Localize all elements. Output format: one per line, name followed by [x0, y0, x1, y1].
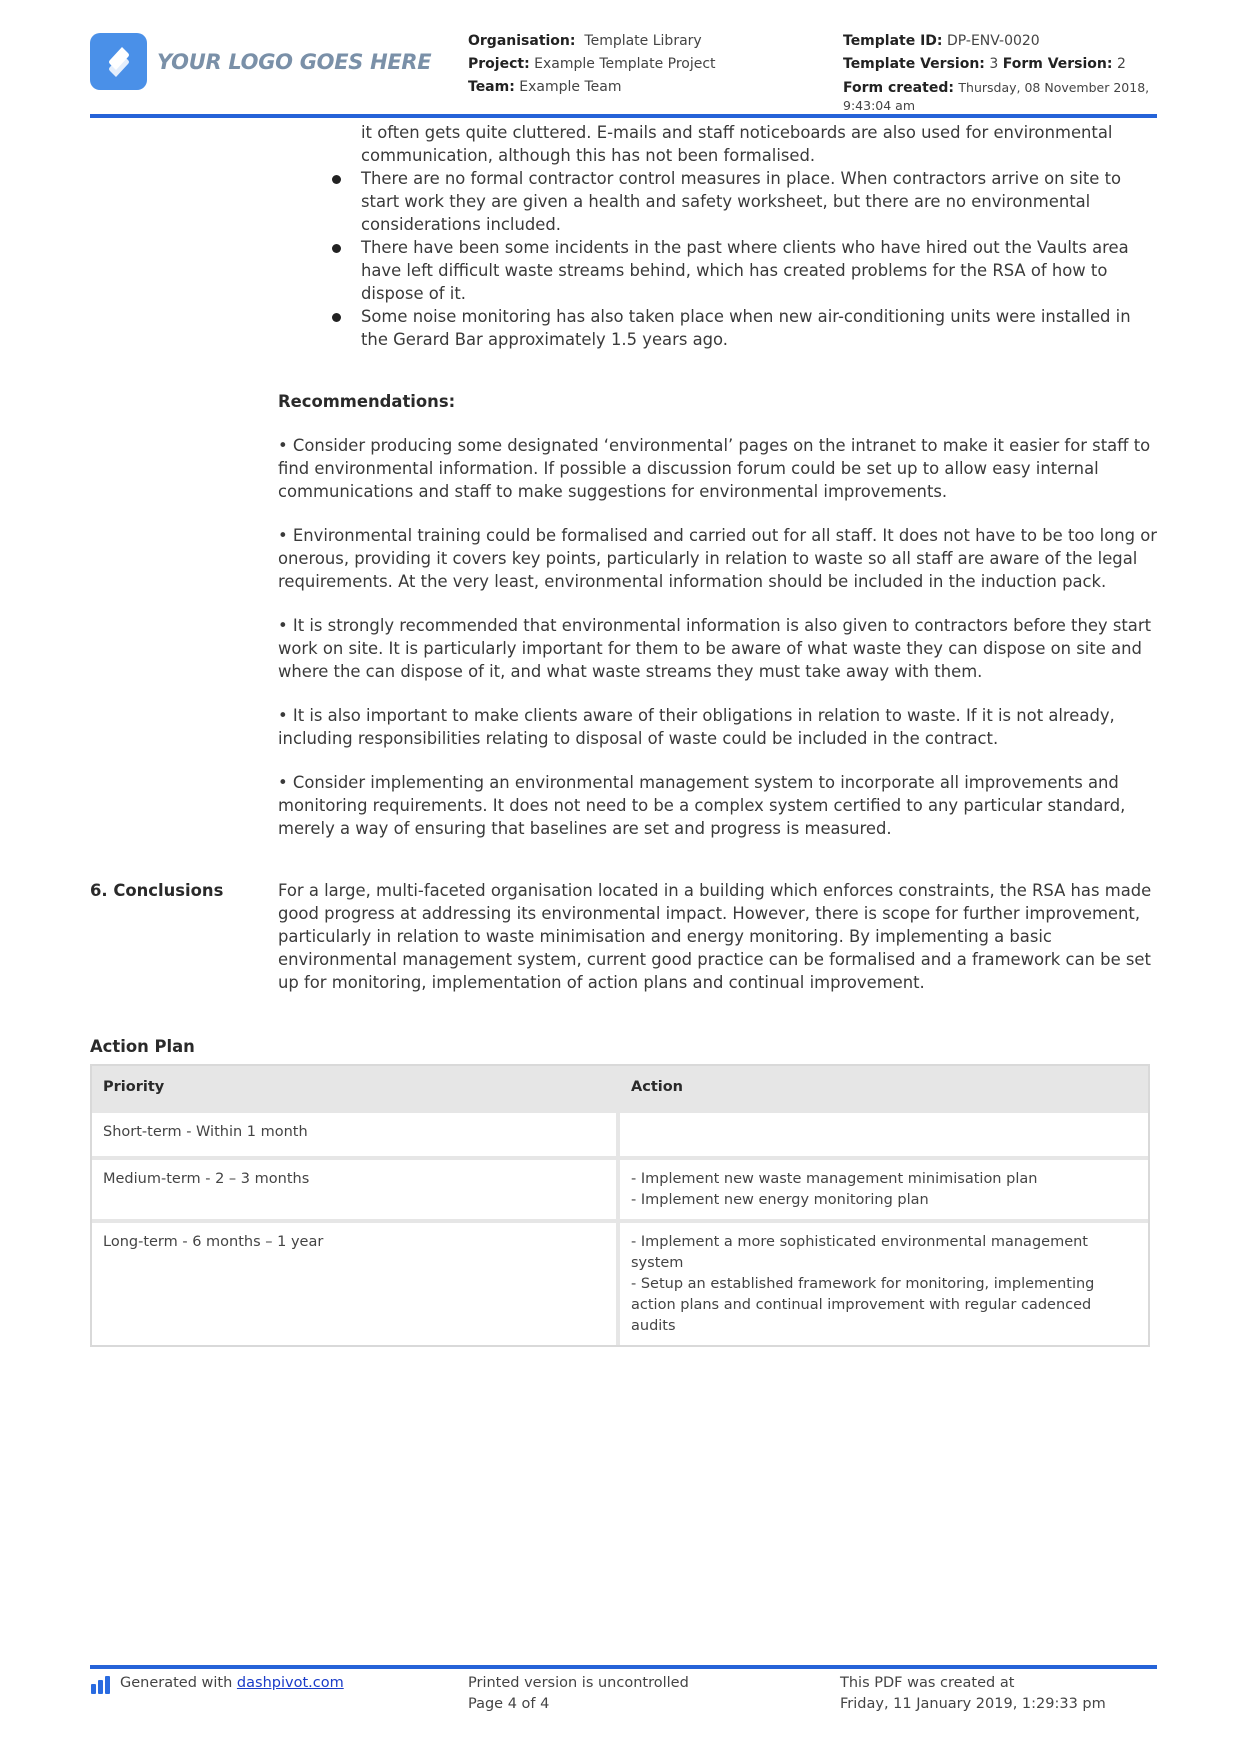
project-label: Project:	[468, 56, 530, 72]
bullet-text: There are no formal contractor control measures in place. When contractors arrive on site to start work they are given a health and safety worksheet, but there are no environmental considerations included.	[361, 169, 1122, 234]
list-item	[361, 305, 1161, 351]
template-version-value: 3	[989, 56, 999, 72]
findings-list	[361, 121, 1161, 351]
footer-pdf-info	[840, 1673, 1106, 1715]
bullet-icon	[332, 313, 341, 322]
conclusions-text: For a large, multi-faceted organisation located in a building which enforces constraints, the RSA has made good progress at addressing its environmental impact. However, there is scope for further improvement, particularly in relation to waste minimisation and energy monitoring. By implementing a basic environmental management system, current good practice can be formalised and a framework can be set up for monitoring, implementation of action plans and continual improvement.	[278, 881, 1152, 992]
version-row	[843, 53, 1163, 76]
list-item	[361, 236, 1161, 305]
recommendation-item: • Environmental training could be formalised and carried out for all staff. It does not have to be too long or onerous, providing it covers key points, particularly in relation to waste so all staff are aware of the legal requirements. At the very least, environmental information should be included in the induction pack.	[278, 526, 1158, 591]
dashpivot-link[interactable]: dashpivot.com	[236, 1675, 344, 1691]
organisation-value: Template Library	[584, 33, 702, 49]
footer-print-info	[468, 1673, 689, 1715]
table-row	[92, 1219, 1148, 1345]
project-value: Example Template Project	[534, 56, 716, 72]
findings-bullets	[361, 167, 1161, 351]
page-header	[90, 30, 1156, 118]
header-project-info	[468, 30, 716, 99]
form-created-row	[843, 79, 1163, 115]
bullet-text: There have been some incidents in the past where clients who have hired out the Vaults area have left difficult waste streams behind, which has created problems for the RSA of how to dispose of it.	[361, 238, 1129, 303]
header-divider	[90, 114, 1157, 118]
logo-mark-icon	[90, 33, 147, 90]
priority-cell: Short-term - Within 1 month	[92, 1109, 620, 1156]
action-column-header: Action	[620, 1066, 1148, 1109]
footer-divider	[90, 1665, 1157, 1669]
list-item	[361, 167, 1161, 236]
page-number: Page 4 of 4	[468, 1696, 550, 1712]
team-label: Team:	[468, 79, 515, 95]
organisation-row	[468, 30, 716, 53]
recommendations-title: Recommendations:	[278, 392, 456, 411]
table-row	[92, 1156, 1148, 1219]
logo-text: YOUR LOGO GOES HERE	[157, 49, 432, 74]
action-plan-table	[90, 1064, 1150, 1347]
pdf-created-label: This PDF was created at	[840, 1675, 1015, 1691]
action-cell	[620, 1156, 1148, 1219]
project-row	[468, 53, 716, 76]
team-row	[468, 76, 716, 99]
form-version-value: 2	[1116, 56, 1126, 72]
dashpivot-icon	[90, 1675, 114, 1695]
form-created-label: Form created:	[843, 80, 954, 96]
template-id-label: Template ID:	[843, 33, 943, 49]
recommendation-item: • It is strongly recommended that environmental information is also given to contractors before they start work on site. It is particularly important for them to be aware of what waste they can dispose on site and where the can dispose of it, and what waste streams they must take away with them.	[278, 616, 1152, 681]
findings-continuation-line: it often gets quite cluttered. E-mails and staff noticeboards are also used for environmental	[361, 123, 1113, 142]
form-created-value: Thursday, 08 November 2018,	[958, 80, 1150, 95]
action-item: - Implement a more sophisticated environmental management system	[631, 1234, 1088, 1271]
header-template-info	[843, 30, 1163, 115]
pdf-created-value: Friday, 11 January 2019, 1:29:33 pm	[840, 1696, 1106, 1712]
template-id-row	[843, 30, 1163, 53]
recommendations-section	[278, 390, 1158, 861]
footer-generated	[90, 1673, 344, 1695]
action-item: - Setup an established framework for monitoring, implementing action plans and continual improvement with regular cadenced audits	[631, 1276, 1095, 1334]
action-item: - Implement new waste management minimisation plan	[631, 1171, 1038, 1187]
action-cell	[620, 1219, 1148, 1345]
generated-prefix: Generated with	[120, 1675, 233, 1691]
priority-column-header: Priority	[92, 1066, 620, 1109]
company-logo	[90, 33, 431, 90]
template-version-label: Template Version:	[843, 56, 985, 72]
bullet-icon	[332, 175, 341, 184]
recommendation-item: • It is also important to make clients aware of their obligations in relation to waste. If it is not already, including responsibilities relating to disposal of waste could be included in the contract.	[278, 706, 1115, 748]
recommendation-item: • Consider implementing an environmental management system to incorporate all improvements and monitoring requirements. It does not need to be a complex system certified to any particular standard, merely a way of ensuring that baselines are set and progress is measured.	[278, 773, 1126, 838]
bullet-icon	[332, 244, 341, 253]
form-created-time: 9:43:04 am	[843, 98, 915, 113]
priority-cell: Long-term - 6 months – 1 year	[92, 1219, 620, 1345]
conclusions-heading: 6. Conclusions	[90, 881, 224, 900]
table-row	[92, 1109, 1148, 1156]
form-version-label: Form Version:	[1002, 56, 1113, 72]
action-cell	[620, 1109, 1148, 1156]
template-id-value: DP-ENV-0020	[946, 33, 1040, 49]
findings-continuation-line: communication, although this has not been formalised.	[361, 146, 816, 165]
priority-cell: Medium-term - 2 – 3 months	[92, 1156, 620, 1219]
printed-notice: Printed version is uncontrolled	[468, 1675, 689, 1691]
action-plan-title: Action Plan	[90, 1037, 195, 1056]
recommendation-item: • Consider producing some designated ‘environmental’ pages on the intranet to make it easier for staff to find environmental information. If possible a discussion forum could be set up to allow easy internal communications and staff to make suggestions for environmental improvements.	[278, 436, 1151, 501]
organisation-label: Organisation:	[468, 33, 576, 49]
team-value: Example Team	[519, 79, 622, 95]
bullet-text: Some noise monitoring has also taken place when new air-conditioning units were installed in the Gerard Bar approximately 1.5 years ago.	[361, 307, 1131, 349]
action-item: - Implement new energy monitoring plan	[631, 1192, 929, 1208]
table-header-row	[92, 1066, 1148, 1109]
